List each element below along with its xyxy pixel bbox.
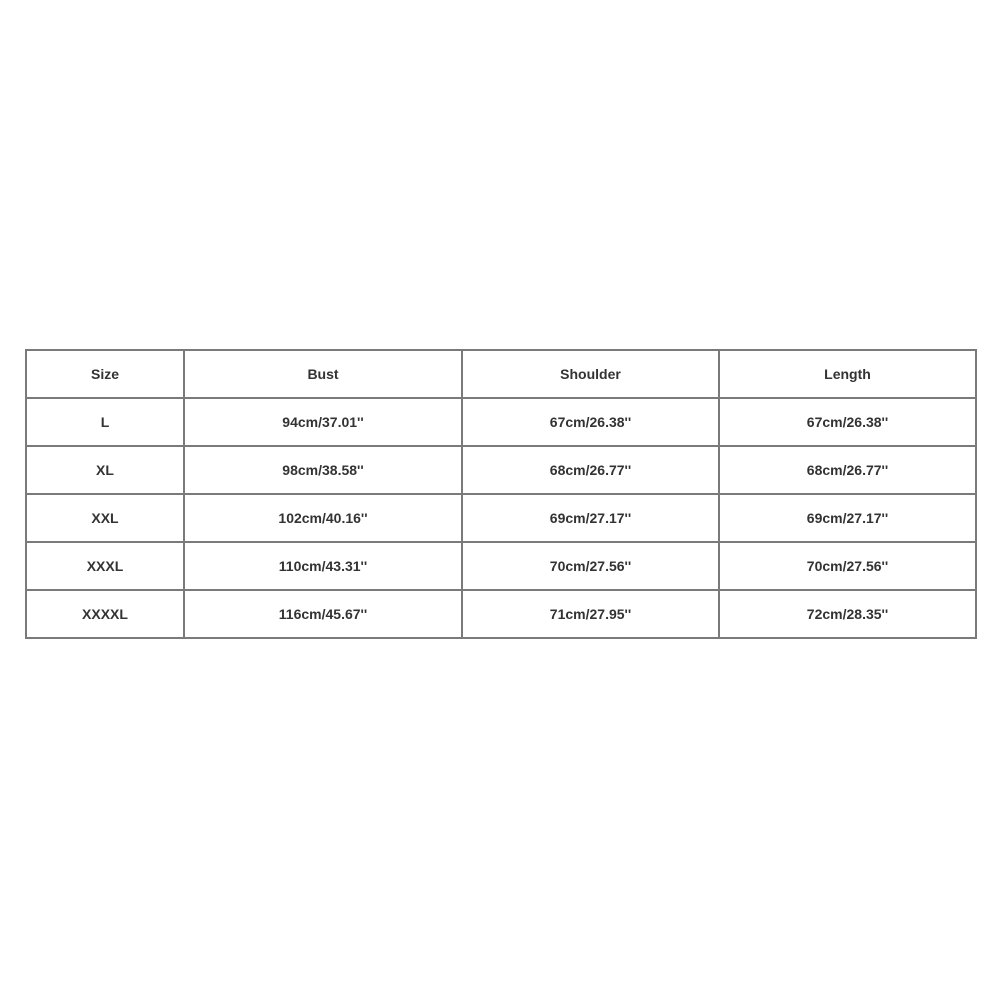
table-body — [26, 398, 976, 638]
length-cell: 67cm/26.38'' — [719, 398, 976, 446]
size-cell: XXXXL — [26, 590, 184, 638]
table-row — [26, 590, 976, 638]
shoulder-cell: 70cm/27.56'' — [462, 542, 719, 590]
size-cell: XXXL — [26, 542, 184, 590]
table-row — [26, 494, 976, 542]
bust-cell: 102cm/40.16'' — [184, 494, 462, 542]
shoulder-cell: 69cm/27.17'' — [462, 494, 719, 542]
table-row — [26, 446, 976, 494]
table-header — [26, 350, 976, 398]
shoulder-cell: 68cm/26.77'' — [462, 446, 719, 494]
shoulder-cell: 67cm/26.38'' — [462, 398, 719, 446]
header-row — [26, 350, 976, 398]
bust-cell: 94cm/37.01'' — [184, 398, 462, 446]
header-shoulder: Shoulder — [462, 350, 719, 398]
length-cell: 70cm/27.56'' — [719, 542, 976, 590]
table-row — [26, 542, 976, 590]
bust-cell: 116cm/45.67'' — [184, 590, 462, 638]
header-length: Length — [719, 350, 976, 398]
length-cell: 72cm/28.35'' — [719, 590, 976, 638]
length-cell: 69cm/27.17'' — [719, 494, 976, 542]
size-cell: L — [26, 398, 184, 446]
size-cell: XXL — [26, 494, 184, 542]
bust-cell: 110cm/43.31'' — [184, 542, 462, 590]
size-chart-table — [25, 349, 977, 639]
table-row — [26, 398, 976, 446]
header-bust: Bust — [184, 350, 462, 398]
length-cell: 68cm/26.77'' — [719, 446, 976, 494]
bust-cell: 98cm/38.58'' — [184, 446, 462, 494]
shoulder-cell: 71cm/27.95'' — [462, 590, 719, 638]
header-size: Size — [26, 350, 184, 398]
size-cell: XL — [26, 446, 184, 494]
